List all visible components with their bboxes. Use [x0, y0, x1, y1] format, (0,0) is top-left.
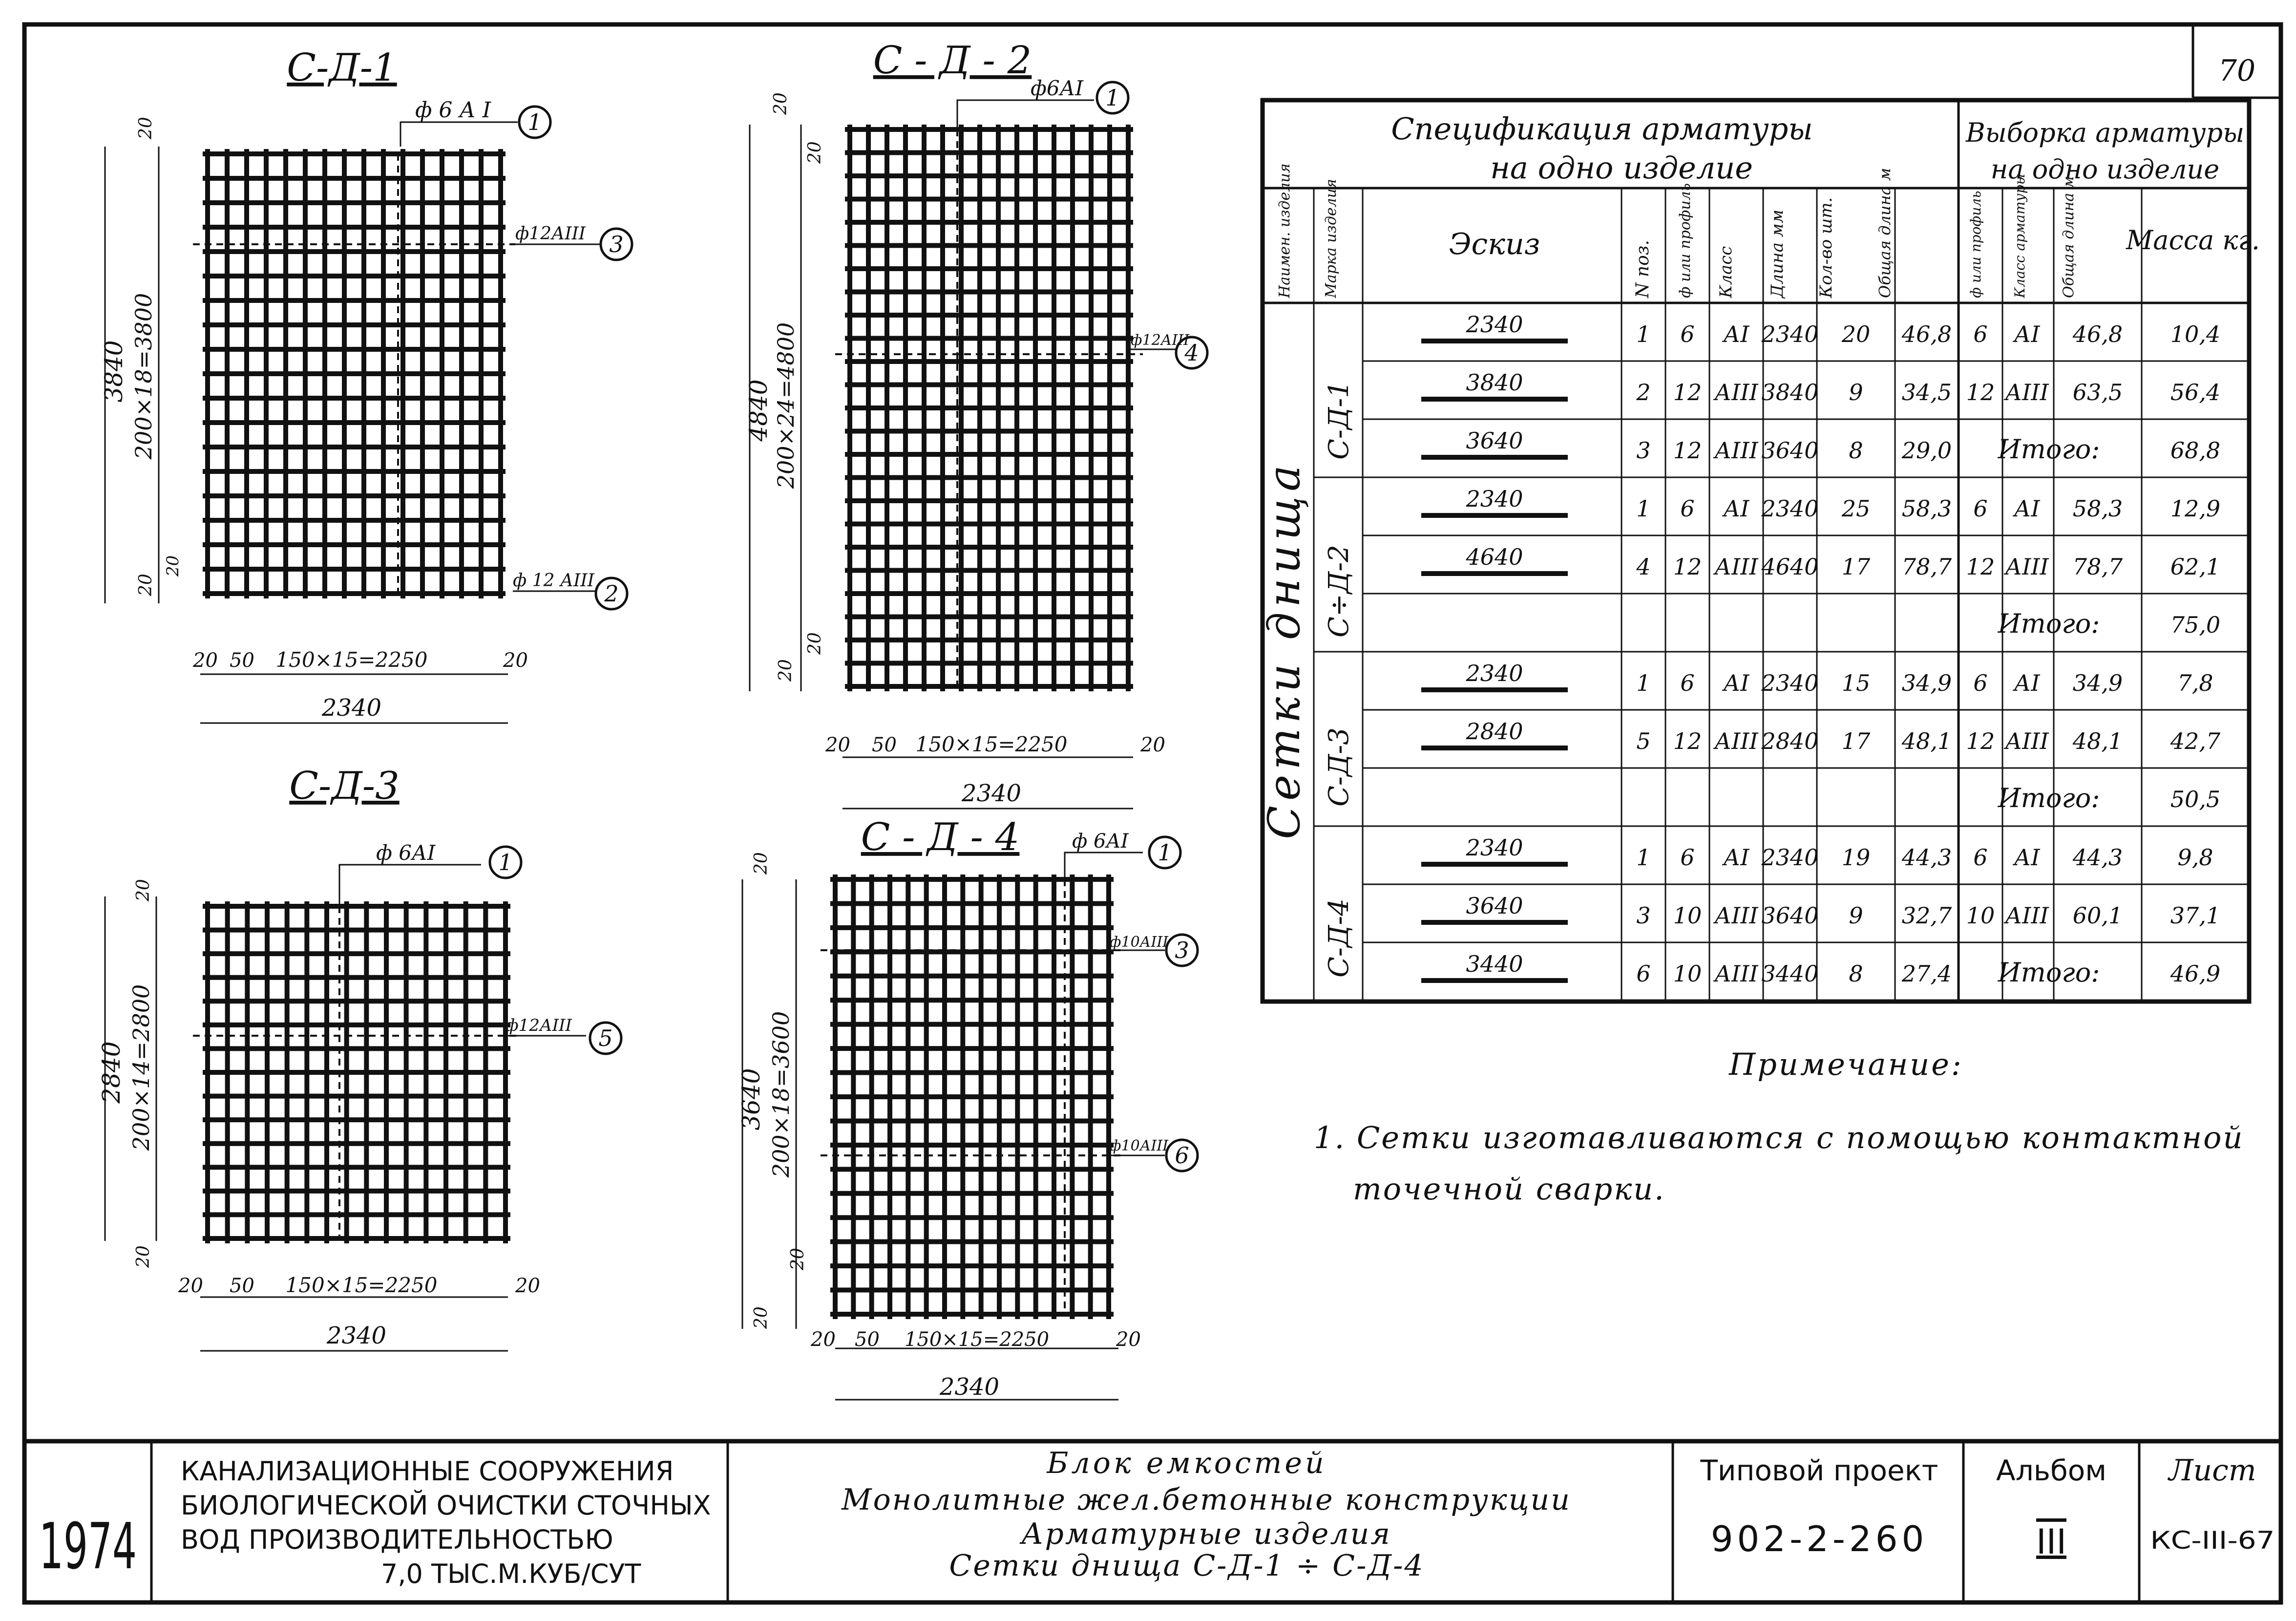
cell-m: 62,1 [2170, 554, 2221, 580]
org-line-2: БИОЛОГИЧЕСКОЙ ОЧИСТКИ СТОЧНЫХ [181, 1490, 711, 1521]
header-diam: ф или профиль [1677, 183, 1694, 298]
desc-line-4: Сетки днища С-Д-1 ÷ С-Д-4 [949, 1549, 1425, 1583]
cell-cls: АI [1723, 495, 1749, 522]
height-label: 4840 [744, 379, 773, 442]
cell-cls: АIII [1714, 437, 1758, 464]
desc-line-1: Блок емкостей [1047, 1446, 1327, 1480]
edge-label: 20 [751, 852, 771, 874]
cell-sc: АIII [2005, 379, 2049, 405]
cell-st: 58,3 [2072, 495, 2123, 522]
callout-text: ф10АIII [1110, 1137, 1168, 1154]
cell-cls: АI [1723, 670, 1749, 696]
cell-st: 48,1 [2072, 728, 2123, 754]
callout-number: 3 [609, 231, 624, 257]
cell-cls: АIII [1714, 728, 1758, 754]
cell-pos: 4 [1636, 554, 1651, 580]
header-sel-total: Общая длина м [2060, 176, 2077, 298]
edge-label: 20 [776, 659, 796, 682]
callout-text: ф 6АI [1072, 830, 1129, 853]
cell-diam: 6 [1680, 321, 1695, 347]
mesh-drawings [97, 39, 1207, 1401]
edge-label: 20 [503, 649, 528, 672]
cell-len: 2340 [1761, 844, 1819, 871]
mesh-grid [193, 901, 520, 1243]
cell-diam: 12 [1673, 379, 1702, 405]
header-length: Длина мм [1768, 209, 1787, 298]
spacing-label: 200×14=2800 [128, 984, 154, 1151]
cell-diam: 6 [1680, 670, 1695, 696]
cell-sc: Итого: [1998, 608, 2100, 639]
mesh-title: С-Д-3 [289, 764, 400, 808]
desc-line-2: Монолитные жел.бетонные конструкции [842, 1483, 1571, 1517]
cell-st: 63,5 [2072, 379, 2123, 405]
cell-tot: 27,4 [1901, 960, 1952, 987]
cell-sc: АI [2014, 844, 2040, 871]
album-label: Альбом [1996, 1454, 2106, 1487]
header-sel-diam: ф или профиль [1968, 191, 1984, 298]
desc-line-3: Арматурные изделия [1021, 1517, 1391, 1551]
project-number: 902-2-260 [1710, 1518, 1928, 1559]
cell-sc: АIII [2005, 554, 2049, 580]
width-label: 2340 [321, 694, 382, 722]
year: 1974 [39, 1509, 137, 1583]
cell-st: 46,8 [2072, 321, 2123, 347]
cell-cls: АIII [1714, 554, 1758, 580]
cell-pos: 1 [1636, 844, 1651, 871]
cell-m: 42,7 [2170, 728, 2221, 754]
callout-text: ф12АIII [1131, 332, 1189, 349]
cell-m: 75,0 [2170, 612, 2221, 638]
mesh-sd4 [737, 815, 1198, 1401]
selection-title-line2: на одно изделие [1990, 154, 2220, 185]
table-row [1421, 369, 2220, 405]
cell-sc: Итого: [1998, 783, 2100, 813]
edge-label: 20 [133, 1245, 153, 1268]
header-class: Класс [1716, 246, 1736, 298]
mesh-title: С-Д-1 [287, 46, 397, 90]
cell-m: 37,1 [2170, 902, 2221, 929]
cell-sd: 6 [1973, 670, 1988, 696]
header-mass: Масса кг. [2126, 225, 2260, 256]
cell-tot: 29,0 [1901, 437, 1952, 464]
note-block [1314, 1046, 2244, 1207]
header-sel-class: Класс арматуры [2012, 173, 2028, 298]
sheet-label: Лист [2169, 1453, 2256, 1488]
cell-m: 68,8 [2170, 437, 2221, 464]
mesh-sd2 [744, 39, 1207, 809]
edge-label: 20 [805, 141, 825, 164]
edge-label: 20 [136, 117, 156, 139]
sketch-length: 2340 [1466, 834, 1523, 861]
edge-label: 20 [825, 734, 850, 756]
mesh-title: С - Д - 4 [861, 815, 1020, 859]
edge-50-label: 50 [230, 649, 254, 672]
album-number: III [2036, 1522, 2066, 1562]
note-heading: Примечание: [1729, 1046, 1963, 1082]
cell-sc: Итого: [1998, 957, 2100, 988]
callout-number: 1 [1158, 839, 1172, 866]
mark-sd2: С÷Д-2 [1323, 545, 1355, 638]
mesh-sd1 [100, 46, 632, 723]
callout-number: 1 [527, 109, 542, 135]
cell-st: 78,7 [2072, 554, 2123, 580]
cell-len: 3640 [1761, 902, 1819, 929]
cell-pos: 2 [1636, 379, 1651, 405]
sketch-length: 3640 [1466, 893, 1523, 919]
cell-qty: 17 [1841, 554, 1871, 580]
cell-len: 4640 [1761, 554, 1819, 580]
table-body [1421, 311, 2221, 988]
group-name: Сетки днища [1259, 460, 1310, 839]
cell-diam: 10 [1673, 902, 1702, 929]
table-row [1421, 893, 2220, 929]
cell-len: 2340 [1761, 670, 1819, 696]
cell-sc: АI [2014, 321, 2040, 347]
callout-text: ф 6 А I [415, 98, 491, 123]
cell-len: 2340 [1761, 495, 1819, 522]
project-label: Типовой проект [1700, 1454, 1938, 1487]
edge-50-label: 50 [230, 1275, 254, 1297]
cell-st: 34,9 [2072, 670, 2123, 696]
mesh-title: С - Д - 2 [873, 39, 1032, 83]
leader-line [400, 122, 518, 147]
cell-tot: 34,5 [1901, 379, 1952, 405]
table-row [1421, 486, 2220, 522]
leader-line [339, 865, 481, 906]
callout-number: 1 [498, 849, 513, 875]
cell-cls: АI [1723, 321, 1749, 347]
cell-m: 50,5 [2170, 786, 2221, 812]
header-total-length: Общая длина м [1875, 168, 1894, 298]
callout-number: 1 [1105, 85, 1120, 111]
spacing-label: 200×24=4800 [773, 322, 799, 489]
cell-qty: 8 [1849, 437, 1863, 464]
cell-cls: АIII [1714, 960, 1758, 987]
cell-tot: 58,3 [1901, 495, 1952, 522]
mesh-grid [821, 874, 1123, 1319]
table-row [1421, 718, 2221, 754]
table-row [1421, 427, 2220, 465]
edge-label: 20 [163, 555, 183, 576]
cell-tot: 78,7 [1901, 554, 1952, 580]
sketch-length: 2340 [1466, 311, 1523, 338]
width-label: 2340 [961, 780, 1022, 807]
sketch-length: 2340 [1466, 486, 1523, 512]
cell-sd: 6 [1973, 495, 1988, 522]
cell-pos: 6 [1636, 960, 1651, 987]
cell-pos: 1 [1636, 321, 1651, 347]
note-line-2: точечной сварки. [1353, 1171, 1665, 1207]
cell-m: 12,9 [2170, 495, 2221, 522]
cell-m: 7,8 [2177, 670, 2213, 696]
cell-tot: 46,8 [1901, 321, 1952, 347]
table-row [1998, 783, 2221, 813]
cell-pos: 3 [1636, 437, 1651, 464]
spec-title-line1: Спецификация арматуры [1391, 111, 1813, 147]
width-label: 2340 [326, 1322, 387, 1349]
cell-cls: АIII [1714, 902, 1758, 929]
cell-cls: АIII [1714, 379, 1758, 405]
cell-sd: 6 [1973, 844, 1988, 871]
header-qty: Кол-во шт. [1816, 197, 1836, 298]
spacing-label: 150×15=2250 [915, 732, 1068, 756]
callout-text: ф12АIII [515, 224, 586, 244]
sketch-length: 2340 [1466, 660, 1523, 686]
leader-line [1065, 853, 1143, 879]
table-row [1421, 311, 2220, 347]
table-row [1421, 544, 2220, 580]
mark-sd3: С-Д-3 [1323, 727, 1355, 807]
callout-number: 3 [1175, 937, 1189, 963]
cell-sc: АI [2014, 495, 2040, 522]
sketch-length: 4640 [1466, 544, 1523, 570]
spacing-label: 150×15=2250 [904, 1328, 1050, 1351]
sketch-length: 3440 [1466, 951, 1523, 977]
spacing-label: 150×15=2250 [275, 648, 428, 672]
mesh-sd3 [97, 764, 621, 1351]
edge-label: 20 [515, 1275, 540, 1297]
title-block [24, 1441, 2281, 1602]
cell-qty: 19 [1841, 844, 1871, 871]
callout-number: 4 [1184, 340, 1199, 366]
table-row [1421, 951, 2220, 988]
cell-tot: 48,1 [1901, 728, 1952, 754]
edge-50-label: 50 [855, 1328, 880, 1351]
selection-title-line1: Выборка арматуры [1965, 117, 2245, 148]
cell-sc: Итого: [1998, 434, 2100, 465]
cell-diam: 12 [1673, 437, 1702, 464]
cell-sd: 12 [1966, 728, 1995, 754]
spacing-label: 200×18=3600 [768, 1011, 794, 1178]
cell-len: 2340 [1761, 321, 1819, 347]
mesh-grid [193, 149, 515, 598]
edge-label: 20 [788, 1248, 808, 1270]
edge-label: 20 [771, 92, 791, 115]
cell-qty: 9 [1849, 379, 1863, 405]
cell-diam: 10 [1673, 960, 1702, 987]
cell-sc: АIII [2005, 902, 2049, 929]
cell-len: 3840 [1761, 379, 1819, 405]
callout-number: 2 [604, 580, 619, 607]
cell-pos: 5 [1636, 728, 1651, 754]
sketch-length: 3840 [1466, 369, 1523, 396]
cell-sd: 12 [1966, 554, 1995, 580]
cell-tot: 34,9 [1901, 670, 1952, 696]
cell-diam: 6 [1680, 844, 1695, 871]
mark-sd1: С-Д-1 [1323, 381, 1355, 460]
cell-m: 56,4 [2170, 379, 2221, 405]
callout-text: ф6АI [1031, 76, 1083, 100]
org-line-3: ВОД ПРОИЗВОДИТЕЛЬНОСТЬЮ [181, 1524, 613, 1555]
edge-label: 20 [1140, 734, 1165, 756]
cell-m: 9,8 [2177, 844, 2213, 871]
callout-text: ф 12 АIII [513, 571, 594, 591]
callout-text: ф10АIII [1110, 934, 1168, 951]
header-sketch: Эскиз [1449, 227, 1540, 261]
spec-title-line2: на одно изделие [1490, 150, 1753, 186]
sheet-code: КС-III-67 [2150, 1526, 2275, 1555]
cell-pos: 3 [1636, 902, 1651, 929]
edge-label: 20 [751, 1306, 771, 1329]
cell-cls: АI [1723, 844, 1749, 871]
callout-text: ф 6АI [376, 841, 436, 865]
edge-label: 20 [178, 1275, 203, 1297]
cell-qty: 9 [1849, 902, 1863, 929]
cell-tot: 32,7 [1901, 902, 1952, 929]
sketch-length: 3640 [1466, 427, 1523, 454]
edge-label: 20 [193, 649, 218, 672]
specification-table [1259, 100, 2260, 1002]
edge-label: 20 [136, 574, 156, 596]
table-grid-lines [1314, 188, 2249, 1002]
spacing-label: 200×18=3800 [130, 293, 157, 460]
sheet-number: 70 [2218, 54, 2256, 88]
cell-len: 2840 [1761, 728, 1819, 754]
edge-label: 20 [133, 879, 153, 901]
cell-qty: 17 [1841, 728, 1871, 754]
mark-sd4: С-Д-4 [1323, 898, 1355, 978]
header-pos: N поз. [1633, 240, 1653, 298]
cell-len: 3640 [1761, 437, 1819, 464]
mesh-grid [835, 125, 1143, 691]
sketch-length: 2840 [1466, 718, 1523, 745]
height-label: 3840 [100, 340, 128, 403]
height-label: 3640 [737, 1068, 765, 1130]
table-row [1998, 608, 2221, 639]
cell-qty: 15 [1841, 670, 1871, 696]
cell-m: 46,9 [2170, 960, 2221, 987]
cell-pos: 1 [1636, 495, 1651, 522]
height-label: 2840 [97, 1041, 126, 1104]
cell-st: 60,1 [2072, 902, 2123, 929]
callout-text: ф12АIII [506, 1016, 572, 1035]
cell-sc: АI [2014, 670, 2040, 696]
width-label: 2340 [939, 1373, 1000, 1401]
cell-diam: 6 [1680, 495, 1695, 522]
cell-qty: 25 [1841, 495, 1871, 522]
cell-sc: АIII [2005, 728, 2049, 754]
edge-label: 20 [1116, 1328, 1141, 1351]
cell-diam: 12 [1673, 728, 1702, 754]
cell-st: 44,3 [2072, 844, 2123, 871]
callout-number: 6 [1175, 1142, 1189, 1169]
cell-sd: 10 [1966, 902, 1995, 929]
org-line-1: КАНАЛИЗАЦИОННЫЕ СООРУЖЕНИЯ [181, 1456, 674, 1487]
note-line-1: 1. Сетки изготавливаются с помощью контактной [1314, 1120, 2244, 1155]
cell-diam: 12 [1673, 554, 1702, 580]
cell-len: 3440 [1761, 960, 1819, 987]
cell-pos: 1 [1636, 670, 1651, 696]
cell-sd: 6 [1973, 321, 1988, 347]
callout-number: 5 [598, 1025, 613, 1051]
cell-tot: 44,3 [1901, 844, 1952, 871]
cell-qty: 20 [1841, 321, 1871, 347]
edge-50-label: 50 [872, 734, 897, 756]
cell-m: 10,4 [2170, 321, 2221, 347]
header-mark: Марка изделия [1323, 179, 1340, 298]
cell-sd: 12 [1966, 379, 1995, 405]
header-name: Наимен. изделия [1276, 163, 1293, 298]
edge-label: 20 [805, 632, 825, 655]
spacing-label: 150×15=2250 [285, 1273, 438, 1297]
org-line-4: 7,0 ТЫС.М.КУБ/СУТ [381, 1558, 641, 1589]
edge-label: 20 [811, 1328, 836, 1351]
cell-qty: 8 [1849, 960, 1863, 987]
